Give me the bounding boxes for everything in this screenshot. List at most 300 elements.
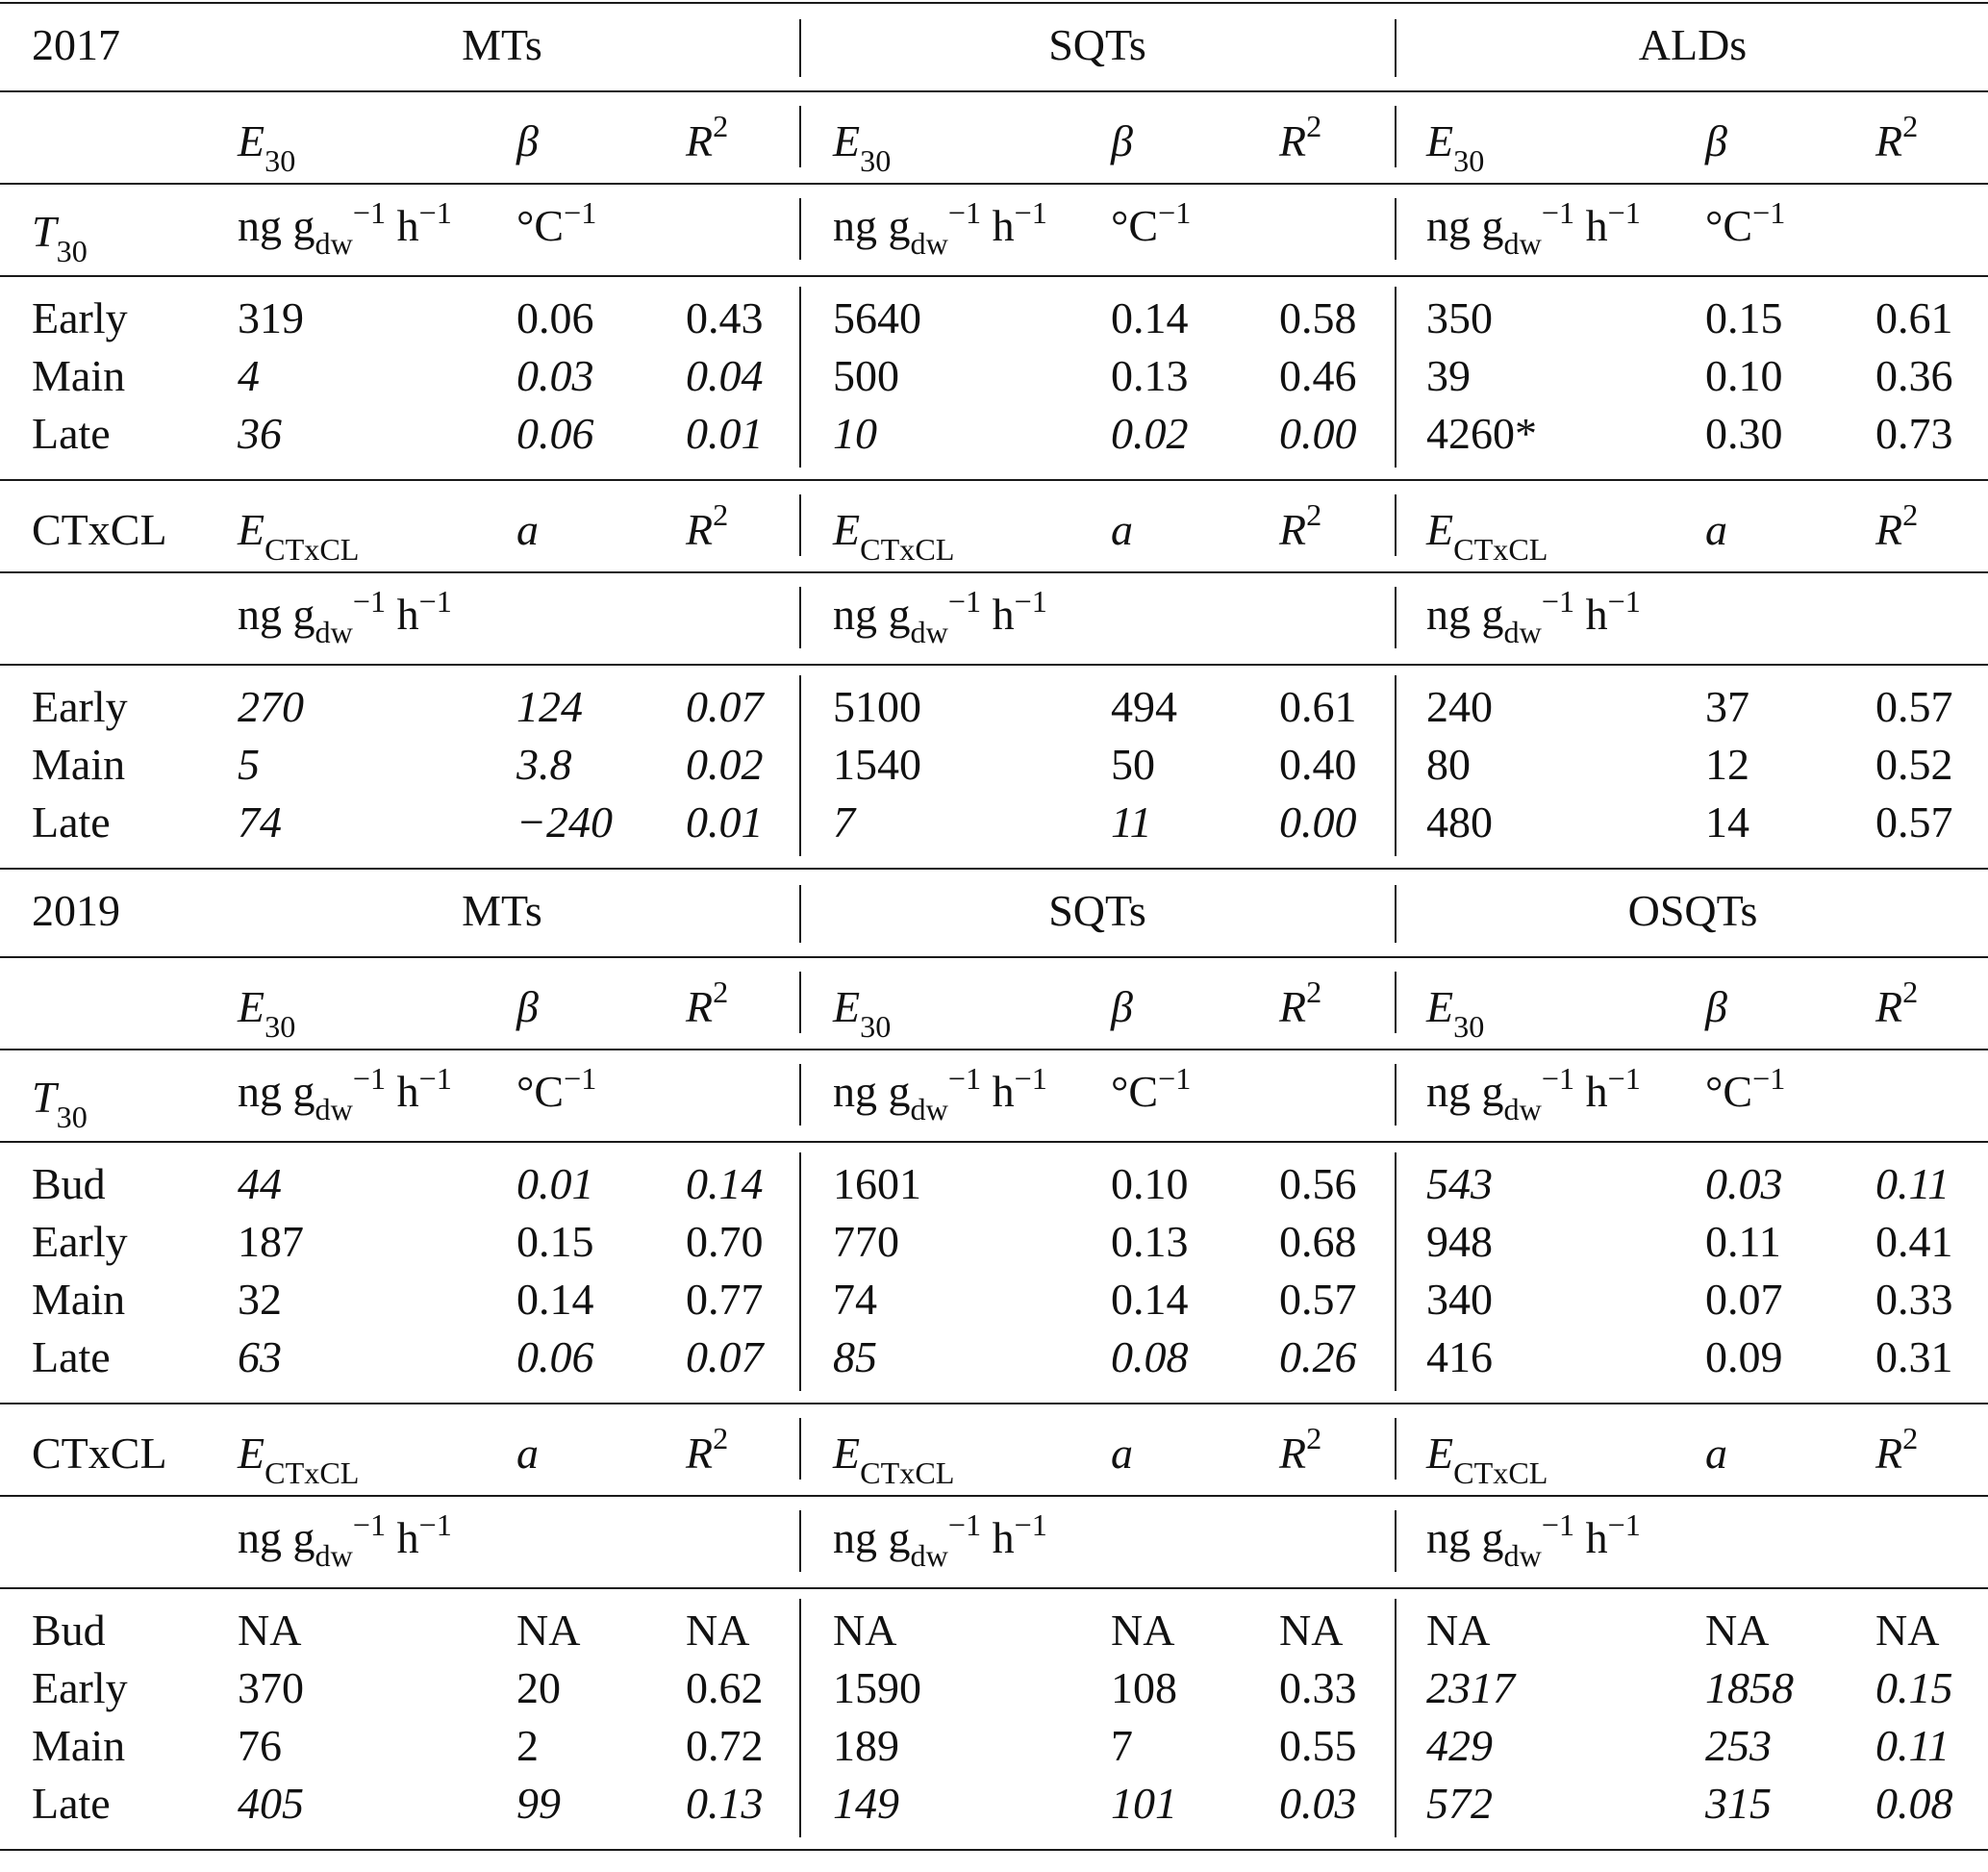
- param-header: [516, 982, 539, 1031]
- row-label: Early: [32, 1663, 128, 1712]
- unit-sub: dw: [315, 1092, 353, 1127]
- unit-sup: −1: [418, 1506, 452, 1542]
- section-label-subscript: 30: [56, 234, 88, 269]
- param-header: [1426, 1429, 1548, 1491]
- horizontal-rule: [0, 868, 1988, 870]
- table-cell: 0.61: [1875, 293, 1953, 342]
- param-header: [833, 505, 955, 568]
- param-symbol: R: [1279, 982, 1307, 1031]
- table-cell: 0.57: [1875, 797, 1953, 847]
- unit-ng: ng g: [1426, 201, 1504, 250]
- table-cell: 0.46: [1279, 351, 1357, 400]
- row-label: Late: [32, 409, 111, 458]
- vertical-separator: [799, 1152, 801, 1391]
- horizontal-rule: [0, 2, 1988, 4]
- unit-sup: −1: [1541, 194, 1575, 230]
- table-cell: 20: [516, 1663, 561, 1712]
- param-subscript: 30: [1453, 143, 1485, 179]
- param-symbol: R: [686, 1429, 714, 1478]
- unit-sub: dw: [910, 1538, 948, 1574]
- table-cell: 5: [238, 740, 260, 789]
- unit-sup: −1: [1541, 583, 1575, 619]
- unit-ng: ng g: [833, 1067, 911, 1116]
- table-cell: 319: [238, 293, 304, 342]
- table-cell: 4260*: [1426, 409, 1537, 458]
- unit-sup: −1: [1607, 1060, 1641, 1096]
- param-header: [1111, 505, 1133, 554]
- vertical-separator: [1395, 494, 1397, 556]
- param-symbol: R: [1279, 116, 1307, 165]
- table-cell: NA: [238, 1606, 302, 1655]
- unit-h: h: [386, 1513, 419, 1562]
- row-label: Early: [32, 1217, 128, 1266]
- unit-h: h: [981, 1513, 1015, 1562]
- table-cell: 0.72: [686, 1721, 764, 1770]
- table-cell: 480: [1426, 797, 1493, 847]
- table-cell: 0.09: [1705, 1332, 1783, 1381]
- row-label: Late: [32, 1779, 111, 1828]
- table-cell: 0.02: [686, 740, 764, 789]
- table-cell: 0.26: [1279, 1332, 1357, 1381]
- unit-label: [1705, 1060, 1786, 1116]
- unit-sup: −1: [947, 194, 982, 230]
- unit-sub: dw: [315, 615, 353, 650]
- horizontal-rule: [0, 956, 1988, 958]
- unit-sup: −1: [564, 194, 597, 230]
- table-cell: 4: [238, 351, 260, 400]
- vertical-separator: [1395, 587, 1397, 648]
- group-header: SQTs: [1048, 886, 1146, 935]
- table-cell: 0.14: [686, 1159, 764, 1208]
- unit-h: h: [981, 590, 1015, 639]
- param-header: [1279, 496, 1322, 554]
- table-cell: 85: [833, 1332, 877, 1381]
- table-cell: 416: [1426, 1332, 1493, 1381]
- param-symbol: R: [1875, 505, 1903, 554]
- table-cell: 0.03: [1705, 1159, 1783, 1208]
- table-cell: 0.15: [1705, 293, 1783, 342]
- param-superscript: 2: [1306, 1420, 1322, 1455]
- table-cell: 189: [833, 1721, 899, 1770]
- table-cell: 149: [833, 1779, 899, 1828]
- table-cell: 0.01: [686, 797, 764, 847]
- unit-sub: dw: [315, 1538, 353, 1574]
- vertical-separator: [799, 972, 801, 1033]
- horizontal-rule: [0, 1587, 1988, 1589]
- vertical-separator: [1395, 106, 1397, 167]
- param-header: [1111, 1431, 1133, 1476]
- table-cell: 0.03: [1279, 1779, 1357, 1828]
- param-header: [238, 505, 360, 568]
- table-cell: NA: [516, 1606, 581, 1655]
- table-cell: 124: [516, 682, 583, 731]
- table-cell: 44: [238, 1159, 282, 1208]
- param-symbol: E: [833, 116, 861, 165]
- param-header: [686, 1420, 729, 1478]
- table-cell: 0.14: [516, 1275, 594, 1324]
- param-superscript: 2: [1902, 108, 1919, 143]
- table-cell: 0.33: [1875, 1275, 1953, 1324]
- group-header: SQTs: [1048, 20, 1146, 69]
- vertical-separator: [1395, 1064, 1397, 1126]
- table-cell: 0.57: [1279, 1275, 1357, 1324]
- vertical-separator: [1395, 1510, 1397, 1572]
- year-label: 2019: [32, 886, 120, 935]
- vertical-separator: [799, 587, 801, 648]
- unit-sup: −1: [352, 583, 387, 619]
- unit-sub: dw: [910, 615, 948, 650]
- section-label-subscript: 30: [56, 1100, 88, 1135]
- param-symbol: β: [516, 116, 539, 165]
- table-cell: 350: [1426, 293, 1493, 342]
- unit-label: [238, 1060, 452, 1127]
- param-header: [833, 1429, 955, 1491]
- table-cell: NA: [1875, 1606, 1940, 1655]
- param-subscript: CTxCL: [1453, 1455, 1548, 1491]
- unit-ng: ng g: [238, 201, 315, 250]
- param-symbol: E: [238, 505, 265, 554]
- unit-sup: −1: [352, 1060, 387, 1096]
- param-symbol: β: [1111, 116, 1133, 165]
- unit-sup: −1: [947, 1060, 982, 1096]
- param-symbol: R: [686, 505, 714, 554]
- unit-label: [1111, 194, 1192, 250]
- param-superscript: 2: [1902, 1420, 1919, 1455]
- param-subscript: 30: [860, 143, 892, 179]
- param-superscript: 2: [1306, 974, 1322, 1009]
- table-cell: 5100: [833, 682, 921, 731]
- vertical-separator: [799, 106, 801, 167]
- unit-sup: −1: [947, 1506, 982, 1542]
- vertical-separator: [1395, 1599, 1397, 1837]
- unit-sub: dw: [1503, 226, 1542, 262]
- table-cell: 37: [1705, 682, 1749, 731]
- param-subscript: CTxCL: [860, 1455, 955, 1491]
- unit-ng: ng g: [833, 1513, 911, 1562]
- table-cell: 494: [1111, 682, 1177, 731]
- unit-ng: ng g: [238, 1067, 315, 1116]
- horizontal-rule: [0, 664, 1988, 666]
- param-header: [686, 974, 729, 1031]
- table-cell: NA: [1705, 1606, 1770, 1655]
- table-cell: 7: [833, 797, 855, 847]
- table-cell: 405: [238, 1779, 304, 1828]
- year-label: 2017: [32, 20, 120, 69]
- unit-ng: ng g: [1426, 590, 1504, 639]
- table-cell: 36: [238, 409, 282, 458]
- table-cell: 0.10: [1111, 1159, 1189, 1208]
- table-cell: 370: [238, 1663, 304, 1712]
- unit-ng: ng g: [833, 201, 911, 250]
- param-subscript: 30: [1453, 1009, 1485, 1045]
- param-header: [1279, 974, 1322, 1031]
- table-cell: 543: [1426, 1159, 1493, 1208]
- unit-degc: °C: [516, 1067, 565, 1116]
- table-cell: 0.10: [1705, 351, 1783, 400]
- table-cell: 74: [238, 797, 282, 847]
- vertical-separator: [1395, 19, 1397, 77]
- table-cell: 12: [1705, 740, 1749, 789]
- unit-label: [1426, 194, 1641, 262]
- table-cell: 340: [1426, 1275, 1493, 1324]
- unit-sup: −1: [1014, 194, 1047, 230]
- unit-sup: −1: [352, 194, 387, 230]
- group-header: MTs: [462, 886, 542, 935]
- table-cell: 0.01: [686, 409, 764, 458]
- unit-h: h: [1574, 590, 1608, 639]
- param-superscript: 2: [1306, 108, 1322, 143]
- table-cell: 0.15: [516, 1217, 594, 1266]
- param-header: [1875, 1420, 1919, 1478]
- unit-h: h: [386, 1067, 419, 1116]
- table-cell: 0.40: [1279, 740, 1357, 789]
- unit-sup: −1: [1158, 1060, 1192, 1096]
- table-cell: 0.07: [686, 1332, 764, 1381]
- param-subscript: CTxCL: [264, 532, 360, 568]
- param-symbol: E: [1426, 505, 1454, 554]
- table-cell: 74: [833, 1275, 877, 1324]
- unit-sup: −1: [564, 1060, 597, 1096]
- vertical-separator: [1395, 198, 1397, 260]
- param-symbol: R: [1875, 116, 1903, 165]
- param-symbol: a: [1111, 1429, 1133, 1478]
- table-cell: 0.73: [1875, 409, 1953, 458]
- param-symbol: E: [1426, 1429, 1454, 1478]
- vertical-separator: [799, 287, 801, 468]
- horizontal-rule: [0, 1141, 1988, 1143]
- unit-h: h: [386, 590, 419, 639]
- unit-sub: dw: [910, 226, 948, 262]
- section-label: [32, 207, 88, 269]
- unit-degc: °C: [1705, 1067, 1753, 1116]
- unit-label: [833, 194, 1047, 262]
- unit-sup: −1: [1607, 194, 1641, 230]
- table-cell: 39: [1426, 351, 1471, 400]
- table-cell: 1540: [833, 740, 921, 789]
- param-symbol: a: [1705, 1429, 1727, 1478]
- vertical-separator: [799, 885, 801, 943]
- table-cell: 0.43: [686, 293, 764, 342]
- param-header: [686, 496, 729, 554]
- unit-label: [1426, 1060, 1641, 1127]
- unit-sup: −1: [1014, 1060, 1047, 1096]
- row-label: Early: [32, 682, 128, 731]
- param-symbol: R: [1875, 1429, 1903, 1478]
- param-subscript: 30: [264, 143, 296, 179]
- group-header: MTs: [462, 20, 542, 69]
- table-cell: NA: [1426, 1606, 1491, 1655]
- table-cell: 1590: [833, 1663, 921, 1712]
- param-superscript: 2: [1306, 496, 1322, 532]
- section-label: CTxCL: [32, 505, 167, 554]
- param-superscript: 2: [713, 974, 729, 1009]
- table-cell: 0.11: [1705, 1217, 1781, 1266]
- table-cell: 0.70: [686, 1217, 764, 1266]
- param-header: [516, 1431, 539, 1476]
- table-cell: 0.08: [1875, 1779, 1953, 1828]
- table-cell: 0.07: [1705, 1275, 1783, 1324]
- table-cell: 0.00: [1279, 797, 1357, 847]
- unit-sup: −1: [418, 583, 452, 619]
- table-cell: 0.30: [1705, 409, 1783, 458]
- horizontal-rule: [0, 571, 1988, 573]
- unit-sup: −1: [1014, 1506, 1047, 1542]
- horizontal-rule: [0, 275, 1988, 277]
- vertical-separator: [1395, 885, 1397, 943]
- unit-degc: °C: [1111, 201, 1159, 250]
- vertical-separator: [1395, 1152, 1397, 1391]
- param-symbol: E: [833, 1429, 861, 1478]
- table-cell: 0.06: [516, 1332, 594, 1381]
- table-cell: 2317: [1426, 1663, 1515, 1712]
- param-header: [1111, 116, 1133, 165]
- vertical-separator: [799, 198, 801, 260]
- param-symbol: R: [686, 982, 714, 1031]
- table-cell: 0.08: [1111, 1332, 1189, 1381]
- unit-h: h: [1574, 1513, 1608, 1562]
- table-cell: 0.07: [686, 682, 764, 731]
- table-cell: 1858: [1705, 1663, 1794, 1712]
- table-cell: 948: [1426, 1217, 1493, 1266]
- param-symbol: R: [1875, 982, 1903, 1031]
- table-cell: 0.52: [1875, 740, 1953, 789]
- param-header: [1875, 108, 1919, 165]
- row-label: Early: [32, 293, 128, 342]
- param-symbol: E: [833, 982, 861, 1031]
- vertical-separator: [799, 19, 801, 77]
- table-cell: 0.02: [1111, 409, 1189, 458]
- unit-sup: −1: [1158, 194, 1192, 230]
- table-cell: 0.13: [1111, 351, 1189, 400]
- table-cell: 10: [833, 409, 877, 458]
- unit-sub: dw: [1503, 1538, 1542, 1574]
- unit-sup: −1: [1541, 1060, 1575, 1096]
- param-symbol: R: [1279, 1429, 1307, 1478]
- table-cell: 0.61: [1279, 682, 1357, 731]
- table-cell: 0.11: [1875, 1721, 1950, 1770]
- row-label: Late: [32, 1332, 111, 1381]
- unit-h: h: [1574, 201, 1608, 250]
- param-header: [1705, 505, 1727, 554]
- row-label: Main: [32, 1275, 126, 1324]
- table-cell: 0.58: [1279, 293, 1357, 342]
- vertical-separator: [1395, 675, 1397, 856]
- param-header: [1875, 496, 1919, 554]
- table-cell: 0.00: [1279, 409, 1357, 458]
- table-cell: 315: [1705, 1779, 1772, 1828]
- unit-label: [516, 1060, 597, 1116]
- param-subscript: CTxCL: [264, 1455, 360, 1491]
- unit-label: [833, 583, 1047, 650]
- unit-degc: °C: [1705, 201, 1753, 250]
- param-symbol: β: [1111, 982, 1133, 1031]
- vertical-separator: [799, 1599, 801, 1837]
- param-symbol: R: [686, 116, 714, 165]
- param-header: [833, 116, 892, 179]
- unit-sup: −1: [418, 194, 452, 230]
- unit-label: [1426, 583, 1641, 650]
- table-cell: NA: [1279, 1606, 1344, 1655]
- table-cell: 0.14: [1111, 293, 1189, 342]
- param-header: [1705, 116, 1727, 165]
- param-header: [238, 1429, 360, 1491]
- table-cell: 3.8: [516, 740, 572, 789]
- unit-sup: −1: [1607, 583, 1641, 619]
- table-cell: 0.41: [1875, 1217, 1953, 1266]
- param-symbol: a: [1111, 505, 1133, 554]
- table-cell: 0.13: [1111, 1217, 1189, 1266]
- horizontal-rule: [0, 183, 1988, 185]
- table-cell: 5640: [833, 293, 921, 342]
- section-label: [32, 1073, 88, 1135]
- table-cell: 0.01: [516, 1159, 594, 1208]
- horizontal-rule: [0, 479, 1988, 481]
- group-header: OSQTs: [1627, 886, 1758, 935]
- unit-ng: ng g: [238, 590, 315, 639]
- param-symbol: a: [516, 1429, 539, 1478]
- param-header: [516, 505, 539, 554]
- vertical-separator: [799, 1064, 801, 1126]
- param-header: [833, 982, 892, 1045]
- param-header: [1426, 982, 1485, 1045]
- table-cell: 0.04: [686, 351, 764, 400]
- vertical-separator: [1395, 972, 1397, 1033]
- unit-h: h: [981, 1067, 1015, 1116]
- table-cell: 14: [1705, 797, 1749, 847]
- table-cell: 0.14: [1111, 1275, 1189, 1324]
- param-header: [1279, 1420, 1322, 1478]
- unit-ng: ng g: [833, 590, 911, 639]
- table-cell: 99: [516, 1779, 561, 1828]
- table-cell: 32: [238, 1275, 282, 1324]
- table-cell: 0.56: [1279, 1159, 1357, 1208]
- unit-label: [1111, 1060, 1192, 1116]
- table-cell: 101: [1111, 1779, 1177, 1828]
- vertical-separator: [799, 675, 801, 856]
- vertical-separator: [1395, 1418, 1397, 1480]
- unit-sup: −1: [1752, 1060, 1786, 1096]
- vertical-separator: [799, 1510, 801, 1572]
- param-subscript: CTxCL: [860, 532, 955, 568]
- table-cell: 0.62: [686, 1663, 764, 1712]
- unit-h: h: [386, 201, 419, 250]
- unit-label: [516, 194, 597, 250]
- unit-ng: ng g: [238, 1513, 315, 1562]
- param-header: [1279, 108, 1322, 165]
- unit-sub: dw: [910, 1092, 948, 1127]
- unit-sup: −1: [1541, 1506, 1575, 1542]
- vertical-separator: [799, 494, 801, 556]
- table-cell: 7: [1111, 1721, 1133, 1770]
- table-cell: 2: [516, 1721, 539, 1770]
- param-superscript: 2: [1902, 496, 1919, 532]
- table-cell: 0.11: [1875, 1159, 1950, 1208]
- row-label: Bud: [32, 1159, 106, 1208]
- param-superscript: 2: [1902, 974, 1919, 1009]
- table-cell: 0.06: [516, 293, 594, 342]
- unit-degc: °C: [516, 201, 565, 250]
- table-cell: 0.36: [1875, 351, 1953, 400]
- unit-label: [833, 1060, 1047, 1127]
- table-cell: 80: [1426, 740, 1471, 789]
- unit-sup: −1: [352, 1506, 387, 1542]
- param-symbol: E: [833, 505, 861, 554]
- row-label: Main: [32, 351, 126, 400]
- param-symbol: β: [1705, 982, 1727, 1031]
- table-cell: 0.57: [1875, 682, 1953, 731]
- param-header: [516, 116, 539, 165]
- param-superscript: 2: [713, 108, 729, 143]
